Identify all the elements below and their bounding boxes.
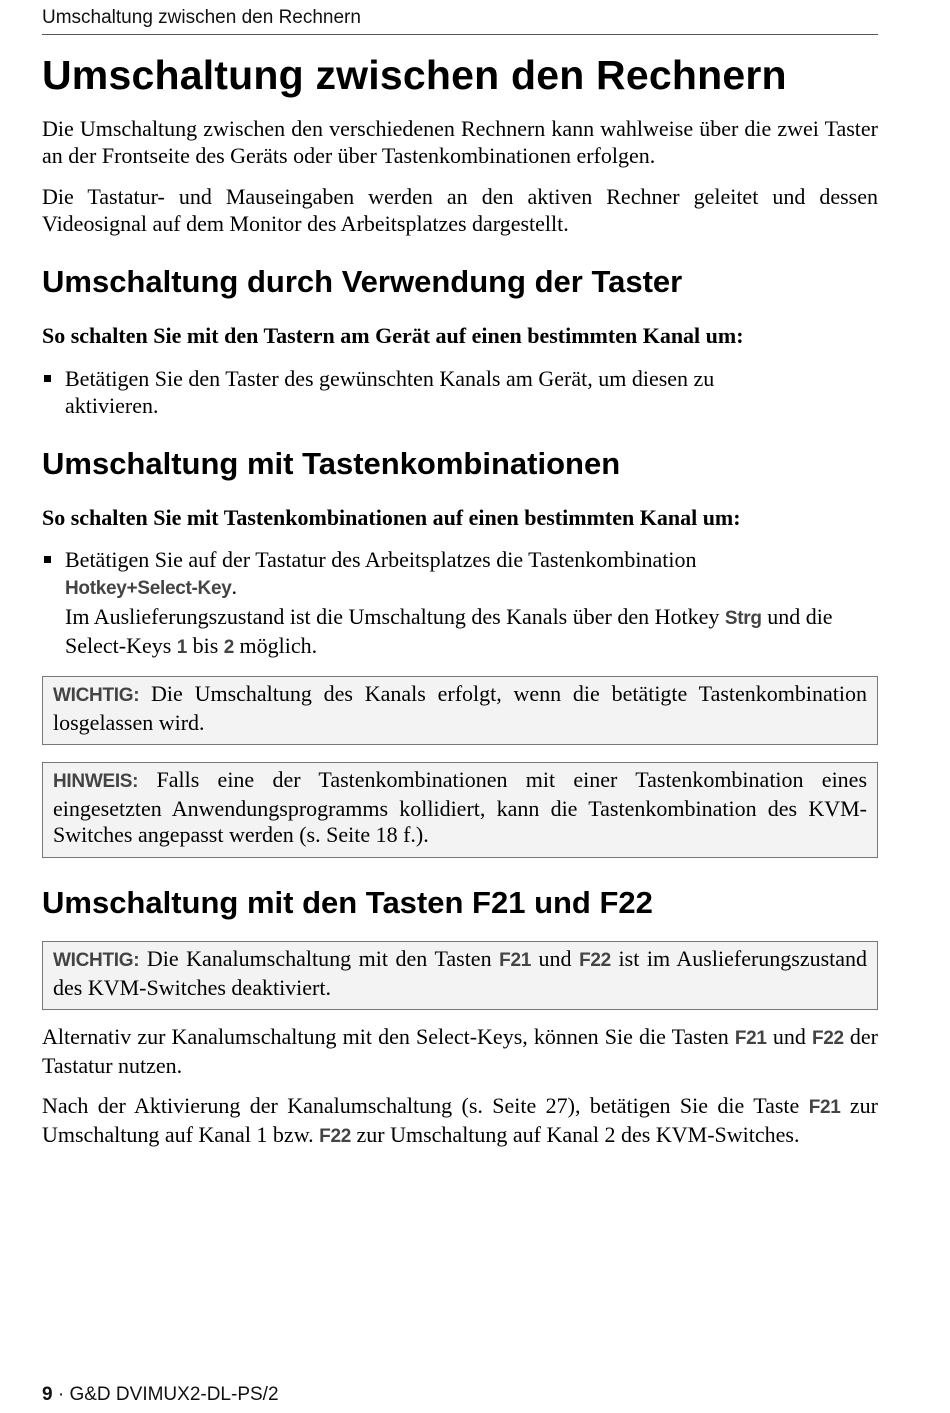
key-f21: F21 (734, 1028, 767, 1049)
note-label: HINWEIS: (53, 771, 139, 792)
page-footer (42, 1384, 279, 1406)
key-f22: F22 (579, 950, 611, 971)
note-wichtig-1: WICHTIG: Die Umschaltung des Kanals erfolgt, wenn die betätigte Tastenkombination losgelassen wird. (42, 676, 878, 745)
note-label: WICHTIG: (53, 950, 140, 971)
note-wichtig-2: WICHTIG: Die Kanalumschaltung mit den Tasten F21 und F22 ist im Auslieferungszustand des KVM-Switches deaktiviert. (42, 941, 878, 1010)
key-1: 1 (176, 636, 188, 658)
note-hinweis: HINWEIS: Falls eine der Tastenkombinationen mit einer Tastenkombination eines eingesetzten Anwendungsprogramms kollidiert, kann die Tastenkombination des KVM-Switches angepasst werden (s. Seite 18 f.). (42, 762, 878, 858)
key-f21: F21 (808, 1097, 841, 1118)
footer-separator: · (57, 1384, 65, 1405)
f21-paragraph-1: Alternativ zur Kanalumschaltung mit den Select-Keys, können Sie die Tasten F21 und F22 der Tastatur nutzen. (42, 1024, 878, 1078)
page-title: Umschaltung zwischen den Rechnern (42, 52, 787, 98)
page-number: 9 (42, 1384, 53, 1405)
bullet-icon (44, 375, 51, 382)
list-item (42, 547, 842, 602)
bullet-tastenkombi-text: Betätigen Sie auf der Tastatur des Arbeitsplatzes die Tastenkombination Hotkey+Select-Key. (65, 547, 697, 599)
key-strg: Strg (724, 608, 762, 629)
key-f22: F22 (811, 1028, 844, 1049)
key-f21: F21 (499, 950, 531, 971)
footer-product: G&D DVIMUX2-DL-PS/2 (69, 1384, 279, 1405)
heading-taster: Umschaltung durch Verwendung der Taster (42, 264, 683, 299)
lead-tastenkombinationen: So schalten Sie mit Tastenkombinationen auf einen bestimmten Kanal um: (42, 505, 741, 530)
running-header: Umschaltung zwischen den Rechnern (42, 7, 878, 35)
intro-paragraph-2: Die Tastatur- und Mauseingaben werden an den aktiven Rechner geleitet und dessen Videosignal auf dem Monitor des Arbeitsplatzes dargestellt. (42, 184, 878, 236)
bullet-subparagraph: Im Auslieferungszustand ist die Umschaltung des Kanals über den Hotkey Strg und die Select-Keys 1 bis 2 möglich. (65, 604, 833, 658)
note-label: WICHTIG: (53, 685, 140, 706)
intro-paragraph-1: Die Umschaltung zwischen den verschiedenen Rechnern kann wahlweise über die zwei Taster an der Frontseite des Geräts oder über Tastenkombinationen erfolgen. (42, 116, 878, 168)
bullet-icon (44, 556, 51, 563)
heading-f21-f22: Umschaltung mit den Tasten F21 und F22 (42, 885, 653, 920)
bullet-taster-text: Betätigen Sie den Taster des gewünschten Kanals am Gerät, um diesen zu aktivieren. (65, 366, 715, 418)
f21-paragraph-2: Nach der Aktivierung der Kanalumschaltung (s. Seite 27), betätigen Sie die Taste F21 zur Umschaltung auf Kanal 1 bzw. F22 zur Umschaltung auf Kanal 2 des KVM-Switches. (42, 1093, 878, 1147)
heading-tastenkombinationen: Umschaltung mit Tastenkombinationen (42, 446, 621, 481)
key-hotkey-select-key: Hotkey+Select-Key (65, 577, 232, 599)
list-item (42, 366, 812, 419)
key-f22: F22 (319, 1125, 352, 1147)
lead-taster: So schalten Sie mit den Tastern am Gerät auf einen bestimmten Kanal um: (42, 323, 744, 348)
key-2: 2 (223, 636, 235, 658)
